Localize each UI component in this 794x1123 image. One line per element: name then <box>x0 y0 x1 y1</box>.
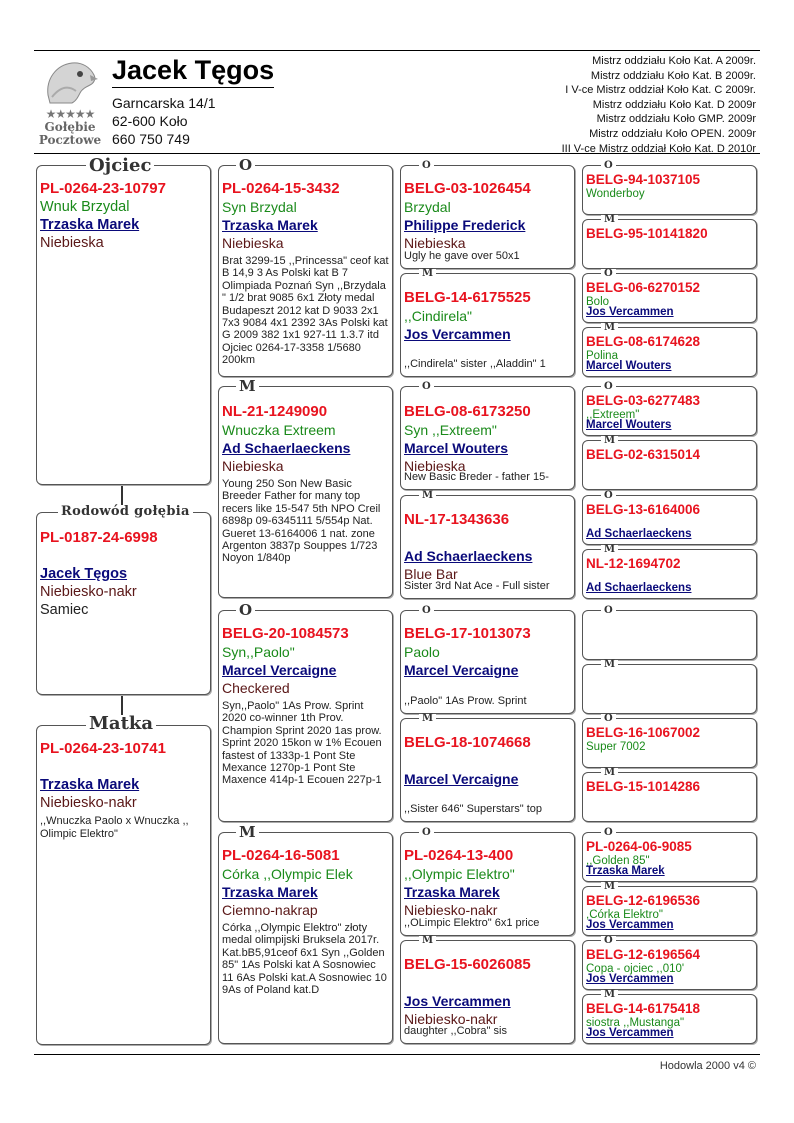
ancestor-breeder[interactable]: Marcel Vercaigne <box>404 662 519 678</box>
ancestor-breeder[interactable]: Marcel Wouters <box>404 440 508 456</box>
ancestor-card[interactable] <box>582 772 757 822</box>
mother-color: Niebiesko-nakr <box>40 795 137 811</box>
grandparent-card[interactable] <box>218 386 393 598</box>
ancestor-card[interactable] <box>400 386 575 490</box>
father-card[interactable] <box>36 165 211 485</box>
ancestor-color: Niebieska <box>404 458 466 474</box>
ancestor-card[interactable] <box>400 718 575 822</box>
ancestor-breeder[interactable]: Ad Schaerlaeckens <box>586 528 692 540</box>
father-ring: PL-0264-23-10797 <box>40 180 166 197</box>
grandparent-name: Syn Brzydal <box>222 199 297 215</box>
ancestor-name: Copa - ojciec ,,010' <box>586 963 685 975</box>
sire-label: O <box>601 606 616 616</box>
mother-label: Matka <box>86 715 156 733</box>
ancestor-name: Polina <box>586 350 618 362</box>
dam-label: M <box>236 825 259 840</box>
ancestor-ring: BELG-08-6173250 <box>404 403 531 420</box>
grandparent-breeder[interactable]: Ad Schaerlaeckens <box>222 440 351 456</box>
dam-label: M <box>601 882 618 892</box>
ancestor-note: ,,OLimpic Elektro" 6x1 price <box>404 917 540 929</box>
ancestor-color: Niebiesko-nakr <box>404 902 498 918</box>
ancestor-name: ,,Extreem" <box>586 409 640 421</box>
ancestor-card[interactable] <box>400 832 575 936</box>
ancestor-ring: PL-0264-13-400 <box>404 847 514 864</box>
grandparent-card[interactable] <box>218 832 393 1044</box>
ancestor-ring: BELG-15-1014286 <box>586 779 701 794</box>
grandparent-ring: NL-21-1249090 <box>222 403 328 420</box>
grandparent-note: Brat 3299-15 ,,Princessa" ceof kat B 14,9 3 As Polski kat B 7 Olimpiada Poznań Syn ,,Brzydala " 1/2 brat 9085 6x1 Złoty medal Budapeszt 2012 kat D 9033 2x1 7x3 9084 4x1 2392 3As Polski kat G 2009 382 1x1 927-11 1.3.7 itd Ojciec 0264-17-3358 1/5680 200km <box>222 255 389 367</box>
ancestor-note: ,,Cindirela" sister ,,Aladdin" 1 <box>404 358 546 370</box>
ancestor-note: Sister 3rd Nat Ace - Full sister <box>404 580 550 592</box>
sire-label: O <box>601 828 616 838</box>
ancestor-breeder[interactable]: Jos Vercammen <box>586 919 674 931</box>
ancestor-breeder[interactable]: Jos Vercammen <box>586 1027 674 1039</box>
ancestor-breeder[interactable]: Marcel Wouters <box>586 419 672 431</box>
ancestor-card[interactable] <box>400 610 575 714</box>
ancestor-ring: BELG-16-1067002 <box>586 725 701 740</box>
ancestor-color: Blue Bar <box>404 566 458 582</box>
ancestor-card[interactable] <box>582 219 757 269</box>
ancestor-breeder[interactable]: Philippe Frederick <box>404 217 526 233</box>
dam-label: M <box>601 990 618 1000</box>
dam-label: M <box>601 436 618 446</box>
ancestor-ring: BELG-06-6270152 <box>586 280 701 295</box>
subject-card[interactable] <box>36 512 211 695</box>
ancestor-ring: BELG-95-10141820 <box>586 226 708 241</box>
father-label: Ojciec <box>86 157 154 175</box>
subject-color: Niebiesko-nakr <box>40 584 137 600</box>
award-line: Mistrz oddziału Koło GMP. 2009r <box>596 113 756 126</box>
award-line: Mistrz oddziału Koło Kat. A 2009r. <box>592 55 756 67</box>
ancestor-card[interactable] <box>400 165 575 269</box>
dam-label: M <box>236 379 259 394</box>
mother-note: ,,Wnuczka Paolo x Wnuczka ,, Olimpic Elektro" <box>40 815 189 840</box>
dam-label: M <box>419 714 436 724</box>
ancestor-ring: BELG-02-6315014 <box>586 447 701 462</box>
grandparent-breeder[interactable]: Marcel Vercaigne <box>222 662 337 678</box>
ancestor-ring: BELG-03-1026454 <box>404 180 531 197</box>
ancestor-ring: BELG-18-1074668 <box>404 734 531 751</box>
ancestor-card[interactable] <box>400 495 575 599</box>
dam-label: M <box>601 660 618 670</box>
ancestor-card[interactable] <box>582 832 757 882</box>
dam-label: M <box>419 269 436 279</box>
grandparent-name: Córka ,,Olympic Elek <box>222 866 353 882</box>
ancestor-note: New Basic Breder - father 15- <box>404 471 549 483</box>
ancestor-breeder[interactable]: Jos Vercammen <box>586 306 674 318</box>
subject-sex: Samiec <box>40 602 89 618</box>
ancestor-ring: BELG-17-1013073 <box>404 625 531 642</box>
ancestor-card[interactable] <box>582 273 757 323</box>
grandparent-ring: BELG-20-1084573 <box>222 625 349 642</box>
ancestor-ring: BELG-03-6277483 <box>586 393 701 408</box>
ancestor-breeder[interactable]: Trzaska Marek <box>404 884 500 900</box>
grandparent-color: Niebieska <box>222 458 284 474</box>
pedigree-label: Rodowód gołębia <box>58 505 193 518</box>
grandparent-card[interactable] <box>218 165 393 377</box>
mother-card[interactable] <box>36 725 211 1045</box>
ancestor-ring: BELG-13-6164006 <box>586 502 701 517</box>
grandparent-note: Young 250 Son New Basic Breeder Father for many top recers like 15-547 5th NPO Creil 6898p 09-6345111 5/554p Nat. Gueret 13-6164006 1 nat. zone Argenton 3837p Souppes 1/723 Noyon 1/840p <box>222 478 381 565</box>
ancestor-name: Syn ,,Extreem" <box>404 422 497 438</box>
ancestor-card[interactable] <box>582 386 757 436</box>
ancestor-card[interactable] <box>582 549 757 599</box>
grandparent-color: Checkered <box>222 680 290 696</box>
logo-text-2: Pocztowe <box>38 133 102 147</box>
ancestor-ring: PL-0264-06-9085 <box>586 839 692 854</box>
grandparent-breeder[interactable]: Trzaska Marek <box>222 884 318 900</box>
sire-label: O <box>419 828 434 838</box>
footer-rule <box>34 1054 760 1055</box>
sire-label: O <box>601 161 616 171</box>
ancestor-name: Super 7002 <box>586 741 646 753</box>
ancestor-name: Wonderboy <box>586 188 645 200</box>
dam-label: M <box>601 323 618 333</box>
dam-label: M <box>419 491 436 501</box>
ancestor-card[interactable] <box>582 994 757 1044</box>
dam-label: M <box>601 768 618 778</box>
ancestor-color: Niebieska <box>404 235 466 251</box>
logo-text-1: Gołębie <box>44 120 96 134</box>
owner-phone: 660 750 749 <box>112 131 190 147</box>
ancestor-ring: NL-17-1343636 <box>404 511 510 528</box>
ancestor-name: ,Córka Elektro" <box>586 909 663 921</box>
owner-city: 62-600 Koło <box>112 113 188 129</box>
ancestor-card[interactable] <box>400 273 575 377</box>
ancestor-card[interactable] <box>582 495 757 545</box>
ancestor-breeder[interactable]: Ad Schaerlaeckens <box>404 548 533 564</box>
father-name: Wnuk Brzydal <box>40 199 130 215</box>
grandparent-ring: PL-0264-15-3432 <box>222 180 340 197</box>
footer-credit: Hodowla 2000 v4 © <box>659 1060 756 1072</box>
mother-ring: PL-0264-23-10741 <box>40 740 166 757</box>
ancestor-name: ,,Golden 85" <box>586 855 650 867</box>
ancestor-note: Ugly he gave over 50x1 <box>404 250 520 262</box>
ancestor-breeder[interactable]: Marcel Wouters <box>586 360 672 372</box>
dam-label: M <box>419 936 436 946</box>
dam-label: M <box>601 545 618 555</box>
ancestor-card[interactable] <box>582 440 757 490</box>
award-line: Mistrz oddziału Koło Kat. D 2009r <box>592 98 756 111</box>
sire-label: O <box>419 161 434 171</box>
ancestor-ring: BELG-15-6026085 <box>404 956 531 973</box>
grandparent-breeder[interactable]: Trzaska Marek <box>222 217 318 233</box>
sire-label: O <box>601 269 616 279</box>
ancestor-breeder[interactable]: Ad Schaerlaeckens <box>586 582 692 594</box>
dam-label: M <box>601 215 618 225</box>
grandparent-name: Wnuczka Extreem <box>222 422 336 438</box>
ancestor-ring: BELG-12-6196564 <box>586 947 701 962</box>
pigeon-logo <box>34 55 106 147</box>
ancestor-name <box>404 529 571 547</box>
sire-label: O <box>236 158 255 173</box>
subject-ring: PL-0187-24-6998 <box>40 529 158 546</box>
ancestor-note: ,,Sister 646" Superstars" top <box>404 803 543 815</box>
sire-label: O <box>419 382 434 392</box>
ancestor-card[interactable] <box>582 664 757 714</box>
ancestor-note: ,,Paolo" 1As Prow. Sprint <box>404 695 527 707</box>
ancestor-name: ,,Olympic Elektro" <box>404 866 515 882</box>
sire-label: O <box>601 491 616 501</box>
ancestor-card[interactable] <box>400 940 575 1044</box>
ancestor-ring: BELG-08-6174628 <box>586 334 701 349</box>
ancestor-card[interactable] <box>582 886 757 936</box>
grandparent-card[interactable] <box>218 610 393 822</box>
father-breeder[interactable]: Trzaska Marek <box>40 217 140 233</box>
ancestor-card[interactable] <box>582 610 757 660</box>
sire-label: O <box>236 603 255 618</box>
grandparent-color: Ciemno-nakrap <box>222 902 318 918</box>
ancestor-name <box>404 974 571 992</box>
ancestor-breeder[interactable]: Marcel Vercaigne <box>404 771 519 787</box>
ancestor-breeder[interactable]: Jos Vercammen <box>404 326 511 342</box>
ancestor-name: ,,Cindirela" <box>404 308 472 324</box>
father-color: Niebieska <box>40 235 104 251</box>
sire-label: O <box>601 936 616 946</box>
award-line: Mistrz oddziału Koło Kat. B 2009r. <box>590 69 756 82</box>
pigeon-head-icon <box>42 57 98 107</box>
ancestor-ring: BELG-12-6196536 <box>586 893 701 908</box>
ancestor-color: Niebiesko-nakr <box>404 1011 498 1027</box>
grandparent-ring: PL-0264-16-5081 <box>222 847 340 864</box>
awards-list <box>562 54 756 156</box>
grandparent-color: Niebieska <box>222 235 284 251</box>
grandparent-name: Syn,,Paolo" <box>222 644 295 660</box>
ancestor-ring: BELG-14-6175525 <box>404 289 531 306</box>
ancestor-card[interactable] <box>582 940 757 990</box>
ancestor-breeder[interactable]: Trzaska Marek <box>586 865 665 877</box>
award-line: I V-ce Mistrz oddział Koło Kat. C 2009r. <box>565 84 756 97</box>
ancestor-ring: NL-12-1694702 <box>586 556 681 571</box>
ancestor-name: Paolo <box>404 644 440 660</box>
ancestor-card[interactable] <box>582 327 757 377</box>
award-line: III V-ce Mistrz oddział Koło Kat. D 2010r <box>561 142 756 155</box>
ancestor-note: daughter ,,Cobra" sis <box>404 1025 507 1037</box>
sire-label: O <box>601 382 616 392</box>
ancestor-name: Bolo <box>586 296 610 308</box>
mother-breeder[interactable]: Trzaska Marek <box>40 777 140 793</box>
owner-street: Garncarska 14/1 <box>112 95 216 111</box>
award-line: Mistrz oddziału Koło OPEN. 2009r <box>589 127 756 140</box>
ancestor-card[interactable] <box>582 165 757 215</box>
ancestor-ring: BELG-94-1037105 <box>586 172 701 187</box>
grandparent-note: Córka ,,Olympic Elektro" złoty medal olimpijski Bruksela 2017r. Kat.bB5,91ceof 6x1 Syn ,,Golden 85" 1As Polski kat A Sosnowiec 11 6As Polski kat.A Sosnowiec 10 9As of Poland kat.D <box>222 922 387 997</box>
ancestor-breeder[interactable]: Jos Vercammen <box>586 973 674 985</box>
ancestor-name: siostra ,,Mustanga" <box>586 1017 685 1029</box>
logo-stars: ★★★★★ <box>45 107 95 121</box>
owner-name: Jacek Tęgos <box>112 54 274 88</box>
ancestor-name <box>404 752 571 770</box>
grandparent-note: Syn,,Paolo" 1As Prow. Sprint 2020 co-winner 1th Prov. Champion Sprint 2020 1as prow. Sprint 2020 15kon w 1% Ecouen fastest of 1333p-1 Pont Ste Mexance 1270p-1 Pont Ste Maxence 414p-1 Ecouen 227p-1 <box>222 700 382 787</box>
ancestor-breeder[interactable]: Jos Vercammen <box>404 993 511 1009</box>
ancestor-card[interactable] <box>582 718 757 768</box>
subject-breeder[interactable]: Jacek Tęgos <box>40 566 128 582</box>
ancestor-name: Brzydal <box>404 199 451 215</box>
sire-label: O <box>601 714 616 724</box>
sire-label: O <box>419 606 434 616</box>
top-rule <box>34 50 760 51</box>
ancestor-ring: BELG-14-6175418 <box>586 1001 701 1016</box>
